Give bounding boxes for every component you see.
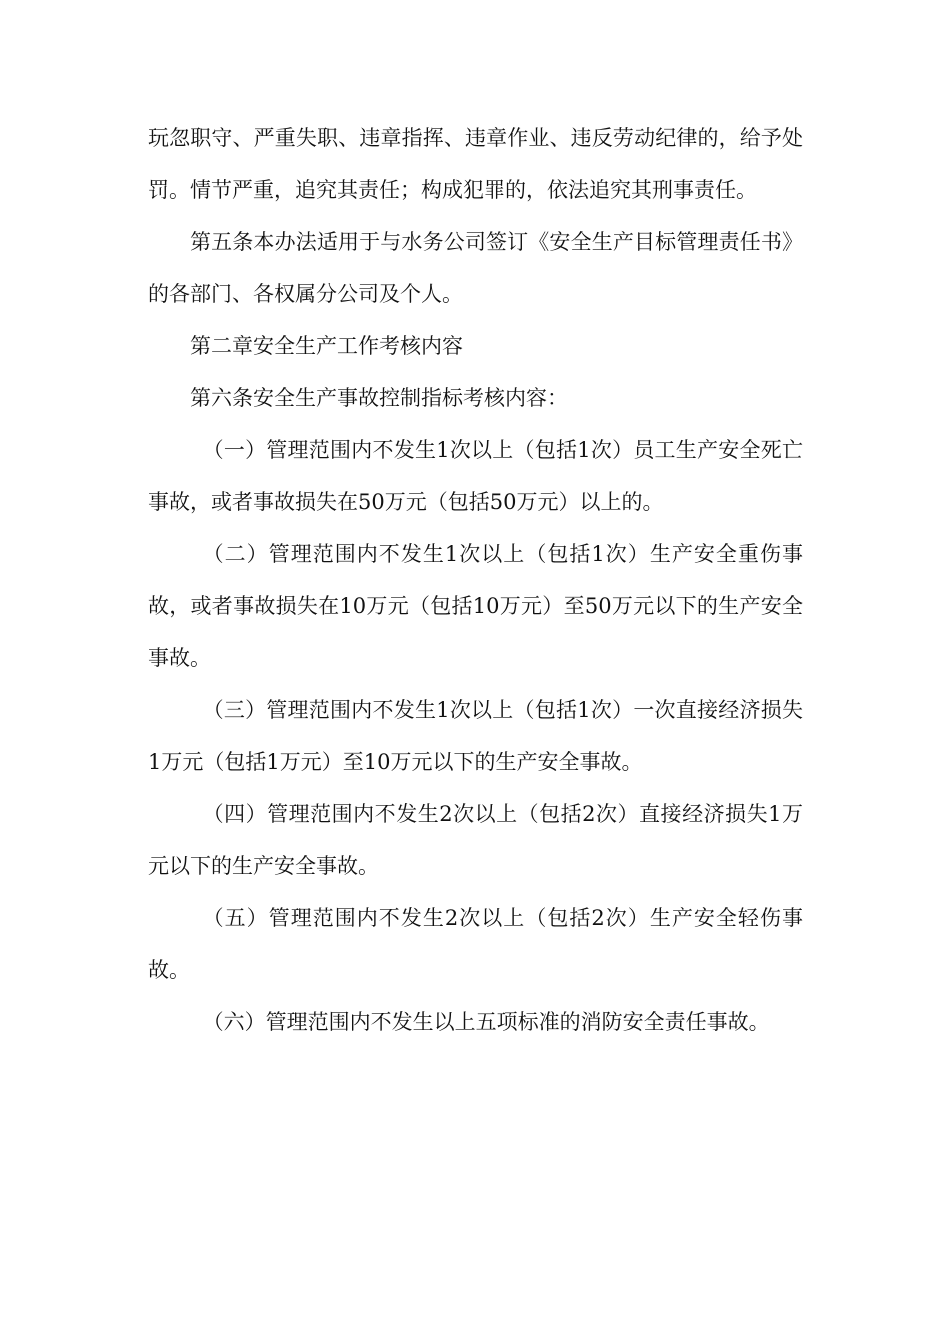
paragraph-continuation: 玩忽职守、严重失职、违章指挥、违章作业、违反劳动纪律的，给予处罚。情节严重，追究其责任；构成犯罪的，依法追究其刑事责任。	[148, 126, 803, 202]
list-item-3: （三）管理范围内不发生1次以上（包括1次）一次直接经济损失1万元（包括1万元）至10万元以下的生产安全事故。	[148, 698, 803, 774]
list-item-6: （六）管理范围内不发生以上五项标准的消防安全责任事故。	[202, 1010, 770, 1034]
paragraph-article-6: 第六条安全生产事故控制指标考核内容：	[190, 386, 568, 410]
paragraph-article-5: 第五条本办法适用于与水务公司签订《安全生产目标管理责任书》的各部门、各权属分公司及个人。	[148, 230, 803, 306]
chapter-2-heading: 第二章安全生产工作考核内容	[190, 334, 463, 358]
list-item-2: （二）管理范围内不发生1次以上（包括1次）生产安全重伤事故，或者事故损失在10万元（包括10万元）至50万元以下的生产安全事故。	[148, 542, 803, 670]
list-item-1: （一）管理范围内不发生1次以上（包括1次）员工生产安全死亡事故，或者事故损失在50万元（包括50万元）以上的。	[148, 438, 803, 514]
list-item-4: （四）管理范围内不发生2次以上（包括2次）直接经济损失1万元以下的生产安全事故。	[148, 802, 803, 878]
document-body	[148, 112, 803, 1048]
list-item-5: （五）管理范围内不发生2次以上（包括2次）生产安全轻伤事故。	[148, 906, 803, 982]
